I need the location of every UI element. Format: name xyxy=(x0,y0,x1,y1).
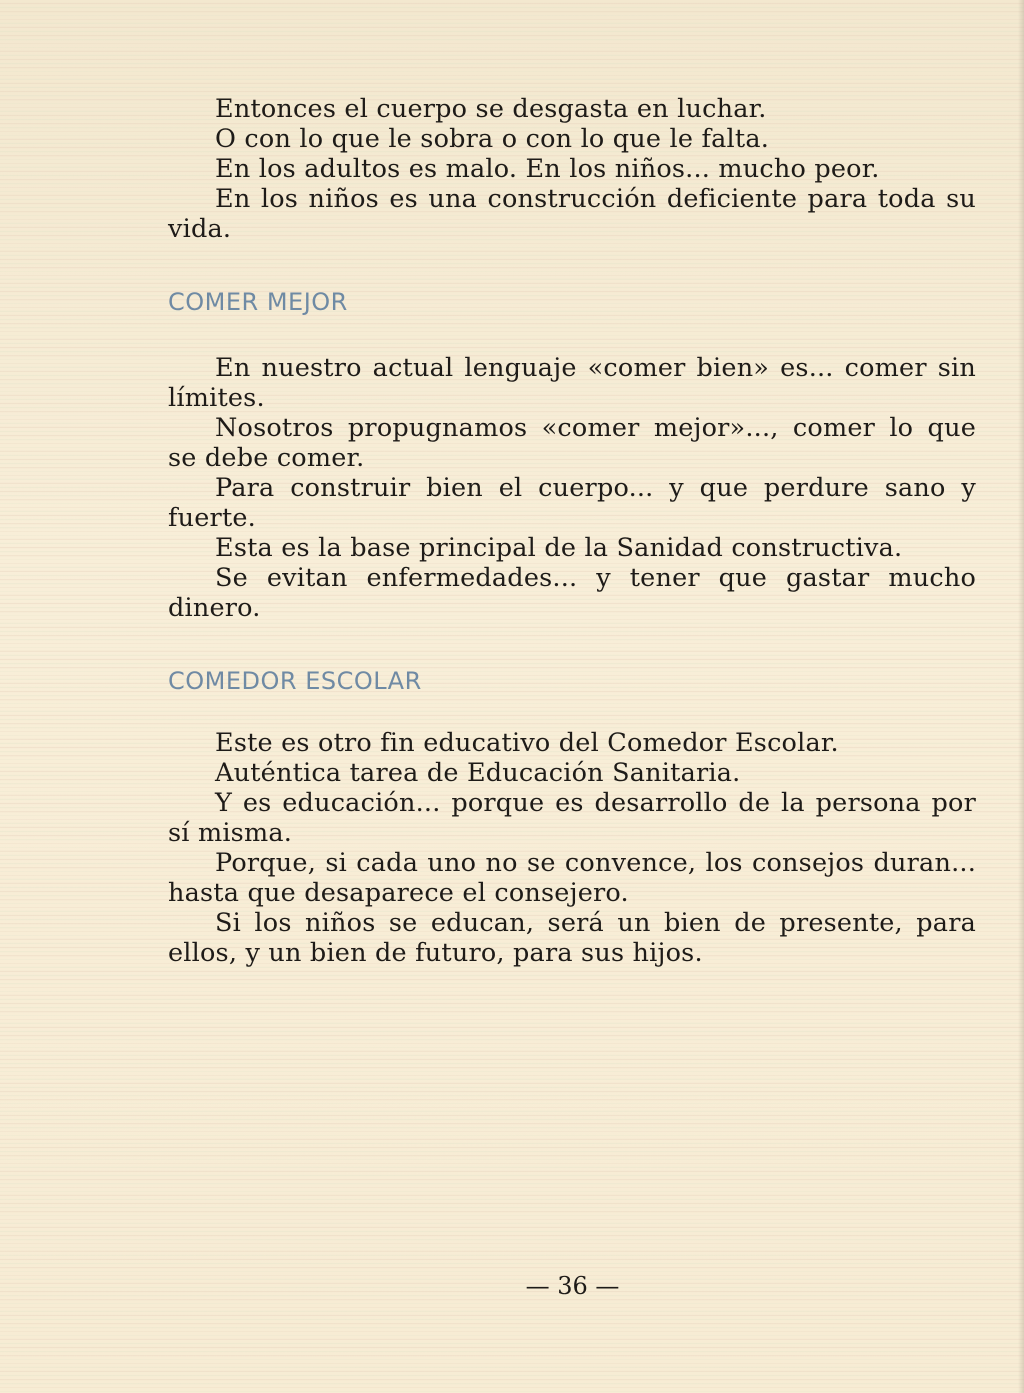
paragraph: Para construir bien el cuerpo... y que perdure sano y fuerte. xyxy=(168,473,976,533)
paragraph: Se evitan enfermedades... y tener que gastar mucho dinero. xyxy=(168,563,976,623)
paragraph: Este es otro fin educativo del Comedor Escolar. xyxy=(215,728,839,758)
comedor-escolar-section xyxy=(168,728,976,968)
paragraph: Auténtica tarea de Educación Sanitaria. xyxy=(215,758,741,788)
paragraph: O con lo que le sobra o con lo que le falta. xyxy=(215,124,770,154)
page-number: — 36 — xyxy=(525,1272,620,1300)
paragraph: En los adultos es malo. En los niños... mucho peor. xyxy=(215,154,880,184)
paragraph: Y es educación... porque es desarrollo de la persona por sí misma. xyxy=(168,788,976,848)
section-heading-comedor-escolar: COMEDOR ESCOLAR xyxy=(168,667,422,695)
paragraph: En los niños es una construcción deficiente para toda su vida. xyxy=(168,184,976,244)
paragraph: Entonces el cuerpo se desgasta en luchar. xyxy=(215,94,767,124)
comer-mejor-section xyxy=(168,353,976,623)
intro-section xyxy=(168,94,976,244)
paragraph: Si los niños se educan, será un bien de presente, para ellos, y un bien de futuro, para sus hijos. xyxy=(168,908,976,968)
paragraph: En nuestro actual lenguaje «comer bien» es... comer sin límites. xyxy=(168,353,976,413)
paragraph: Nosotros propugnamos «comer mejor»..., comer lo que se debe comer. xyxy=(168,413,976,473)
section-heading-comer-mejor: COMER MEJOR xyxy=(168,288,348,316)
paragraph: Porque, si cada uno no se convence, los consejos duran... hasta que desaparece el consejero. xyxy=(168,848,976,908)
paragraph: Esta es la base principal de la Sanidad constructiva. xyxy=(215,533,903,563)
page-edge-shadow xyxy=(1018,0,1024,1393)
